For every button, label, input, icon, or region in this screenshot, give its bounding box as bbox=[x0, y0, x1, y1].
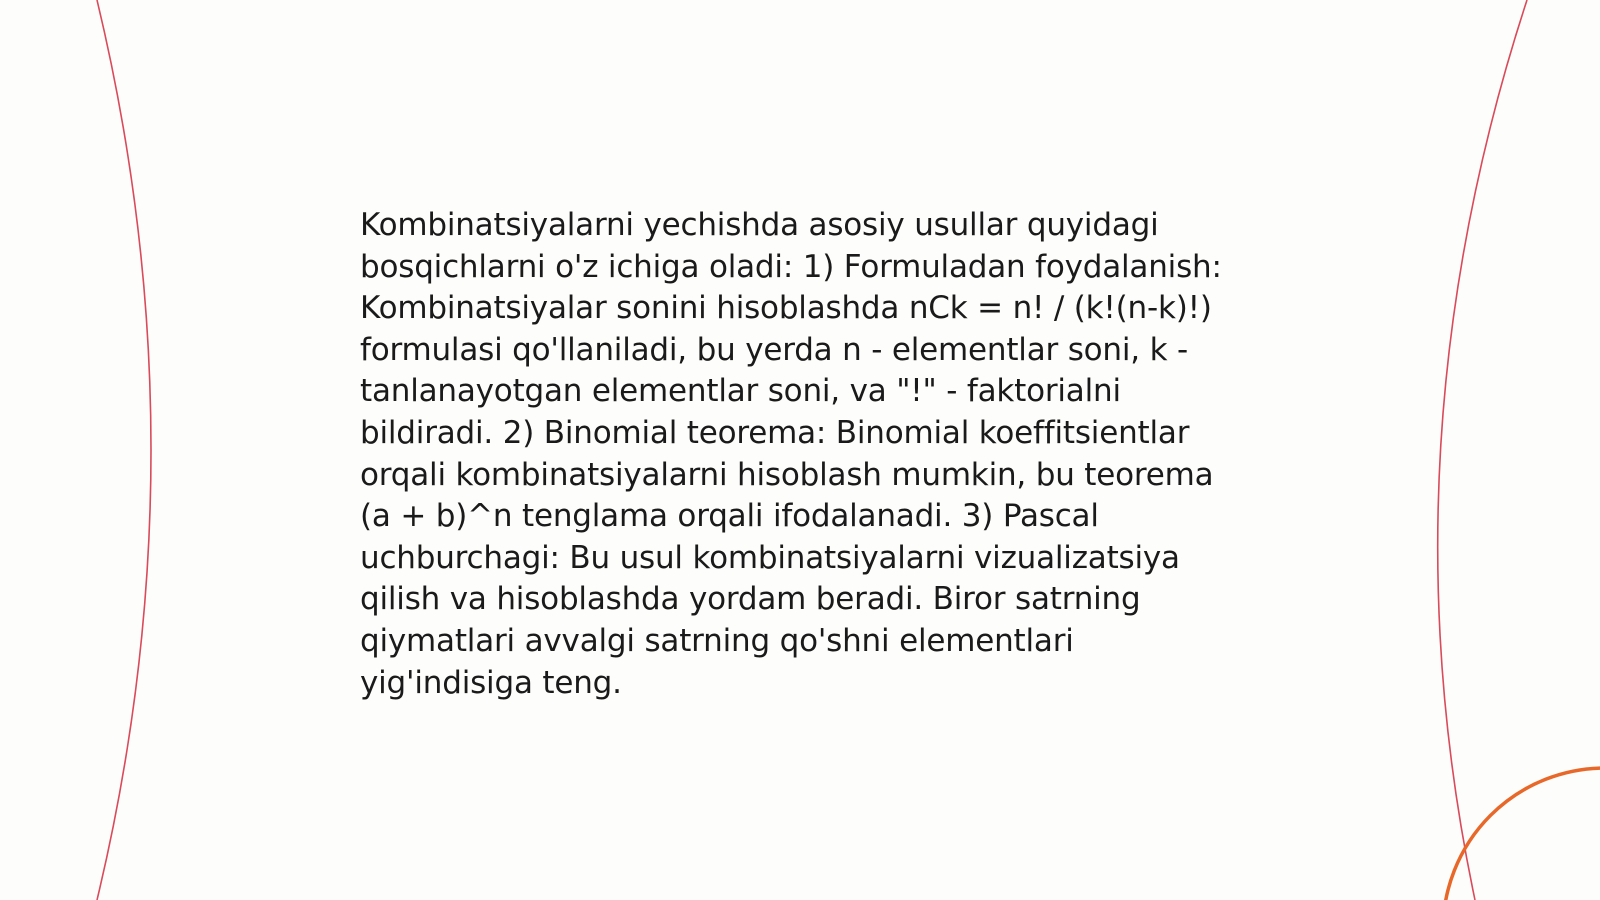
left-curve bbox=[97, 0, 151, 900]
slide-body-text: Kombinatsiyalarni yechishda asosiy usullar quyidagi bosqichlarni o'z ichiga oladi: 1) Formuladan foydalanish: Kombinatsiyalar sonini hisoblashda nCk = n! / (k!(n-k)!) formulasi qo'llaniladi, bu yerda n - elementlar soni, k - tanlanayotgan elementlar soni, va "!" - faktorialni bildiradi. 2) Binomial teorema: Binomial koeffitsientlar orqali kombinatsiyalarni hisoblash mumkin, bu teorema (a + b)^n tenglama orqali ifodalanadi. 3) Pascal uchburchagi: Bu usul kombinatsiyalarni vizualizatsiya qilish va hisoblashda yordam beradi. Biror satrning qiymatlari avvalgi satrning qo'shni elementlari yig'indisiga teng. bbox=[360, 207, 1222, 701]
right-curve bbox=[1438, 0, 1527, 900]
accent-circle bbox=[1443, 768, 1600, 900]
